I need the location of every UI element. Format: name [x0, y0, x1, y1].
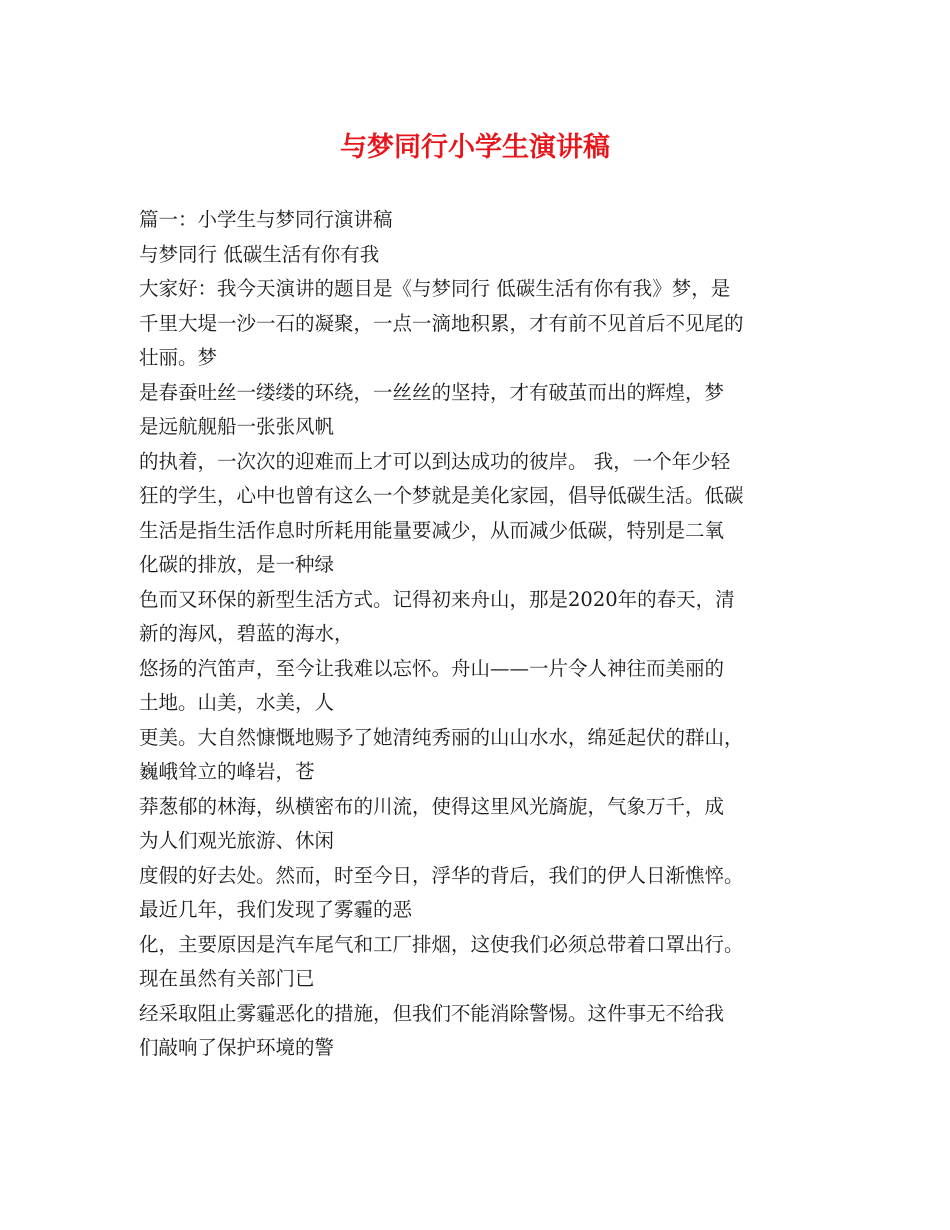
- text-line: 千里大堤一沙一石的凝聚，一点一滴地积累，才有前不见首后不见尾的: [139, 311, 744, 335]
- text-line: 生活是指生活作息时所耗用能量要减少，从而减少低碳，特别是二氧: [139, 518, 725, 542]
- text-line: 们敲响了保护环境的警: [139, 1036, 335, 1059]
- text-line: 化，主要原因是汽车尾气和工厂排烟，这使我们必须总带着口罩出行。: [139, 932, 744, 956]
- text-line: 色而又环保的新型生活方式。记得初来舟山，那是2020年的春天，清: [139, 587, 735, 611]
- text-line: 土地。山美，水美，人: [139, 691, 335, 714]
- text-line: 悠扬的汽笛声，至今让我难以忘怀。舟山——一片令人神往而美丽的: [139, 656, 725, 680]
- text-line: 度假的好去处。然而，时至今日，浮华的背后，我们的伊人日渐憔悴。: [139, 863, 744, 887]
- text-line: 是远航舰船一张张风帆: [139, 415, 335, 438]
- text-line: 为人们观光旅游、休闲: [139, 829, 335, 852]
- text-line: 与梦同行 低碳生活有你有我: [139, 242, 380, 266]
- page-title: 与梦同行小学生演讲稿: [340, 132, 610, 163]
- text-line: 的执着，一次次的迎难而上才可以到达成功的彼岸。 我，一个年少轻: [139, 449, 731, 473]
- document-body: [139, 203, 819, 1066]
- text-line: 巍峨耸立的峰岩，苍: [139, 760, 315, 783]
- text-line: 莽葱郁的林海，纵横密布的川流，使得这里风光旖旎，气象万千，成: [139, 794, 725, 818]
- text-line: 篇一：小学生与梦同行演讲稿: [139, 208, 393, 231]
- text-line: 化碳的排放，是一种绿: [139, 553, 335, 576]
- text-line: 狂的学生，心中也曾有这么一个梦就是美化家园，倡导低碳生活。低碳: [139, 484, 744, 507]
- text-line: 新的海风，碧蓝的海水，: [139, 622, 354, 645]
- text-line: 更美。大自然慷慨地赐予了她清纯秀丽的山山水水，绵延起伏的群山，: [139, 725, 744, 749]
- text-line: 壮丽。梦: [139, 346, 218, 369]
- text-line: 现在虽然有关部门已: [139, 967, 315, 990]
- text-line: 经采取阻止雾霾恶化的措施，但我们不能消除警惕。这件事无不给我: [139, 1001, 725, 1025]
- text-line: 最近几年，我们发现了雾霾的恶: [139, 898, 413, 921]
- text-line: 是春蚕吐丝一缕缕的环绕，一丝丝的坚持，才有破茧而出的辉煌，梦: [139, 380, 725, 404]
- text-line: 大家好：我今天演讲的题目是《与梦同行 低碳生活有你有我》梦，是: [139, 277, 731, 300]
